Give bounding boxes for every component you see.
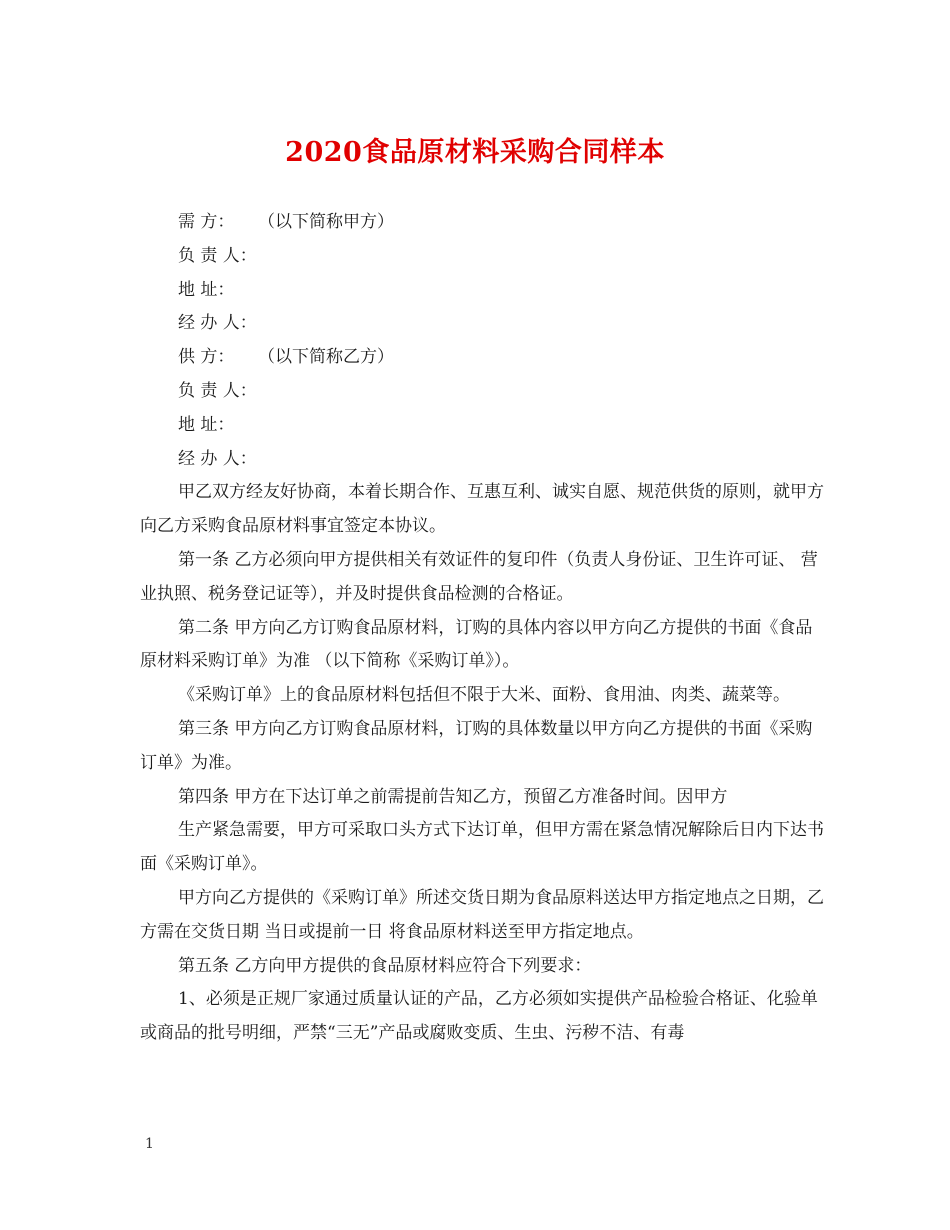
party-field-supplier: 供 方： （以下简称乙方）	[178, 347, 394, 368]
paragraph-article-4-delivery: 甲方向乙方提供的《采购订单》所述交货日期为食品原料送达甲方指定地点之日期，乙方需在交货日期 当日或提前一日 将食品原材料送至甲方指定地点。	[140, 887, 824, 942]
paragraph-article-5-item-1: 1、必须是正规厂家通过质量认证的产品，乙方必须如实提供产品检验合格证、化验单或商品的批号明细，严禁“三无”产品或腐败变质、生虫、污秽不洁、有毒	[140, 989, 818, 1044]
paragraph-article-4: 第四条 甲方在下达订单之前需提前告知乙方，预留乙方准备时间。因甲方	[178, 786, 728, 807]
paragraph-article-2-items: 《采购订单》上的食品原材料包括但不限于大米、面粉、食用油、肉类、蔬菜等。	[178, 685, 790, 706]
document-body	[140, 206, 825, 1051]
party-field-supplier-agent: 经 办 人：	[178, 448, 257, 469]
party-field-demander-agent: 经 办 人：	[178, 313, 257, 334]
paragraph-article-1: 第一条 乙方必须向甲方提供相关有效证件的复印件（负责人身份证、卫生许可证、 营业执照、税务登记证等），并及时提供食品检测的合格证。	[140, 549, 818, 604]
paragraph-article-2: 第二条 甲方向乙方订购食品原材料，订购的具体内容以甲方向乙方提供的书面《食品原材料采购订单》为准 （以下简称《采购订单》）。	[140, 617, 813, 672]
paragraph-article-5: 第五条 乙方向甲方提供的食品原材料应符合下列要求：	[178, 955, 592, 976]
page-number: 1	[145, 1136, 154, 1152]
party-field-demander-person: 负 责 人：	[178, 245, 257, 266]
party-field-supplier-person: 负 责 人：	[178, 380, 257, 401]
party-field-demander: 需 方： （以下简称甲方）	[178, 212, 394, 232]
document-title: 2020食品原材料采购合同样本	[285, 137, 665, 168]
paragraph-article-3: 第三条 甲方向乙方订购食品原材料，订购的具体数量以甲方向乙方提供的书面《采购订单》为准。	[140, 718, 813, 773]
paragraph-intro: 甲乙双方经友好协商，本着长期合作、互惠互利、诚实自愿、规范供货的原则，就甲方向乙方采购食品原材料事宜签定本协议。	[140, 482, 824, 537]
party-field-supplier-address: 地 址：	[178, 414, 235, 435]
party-field-demander-address: 地 址：	[178, 279, 235, 300]
paragraph-article-4-cont: 生产紧急需要，甲方可采取口头方式下达订单，但甲方需在紧急情况解除后日内下达书面《采购订单》。	[140, 820, 824, 875]
